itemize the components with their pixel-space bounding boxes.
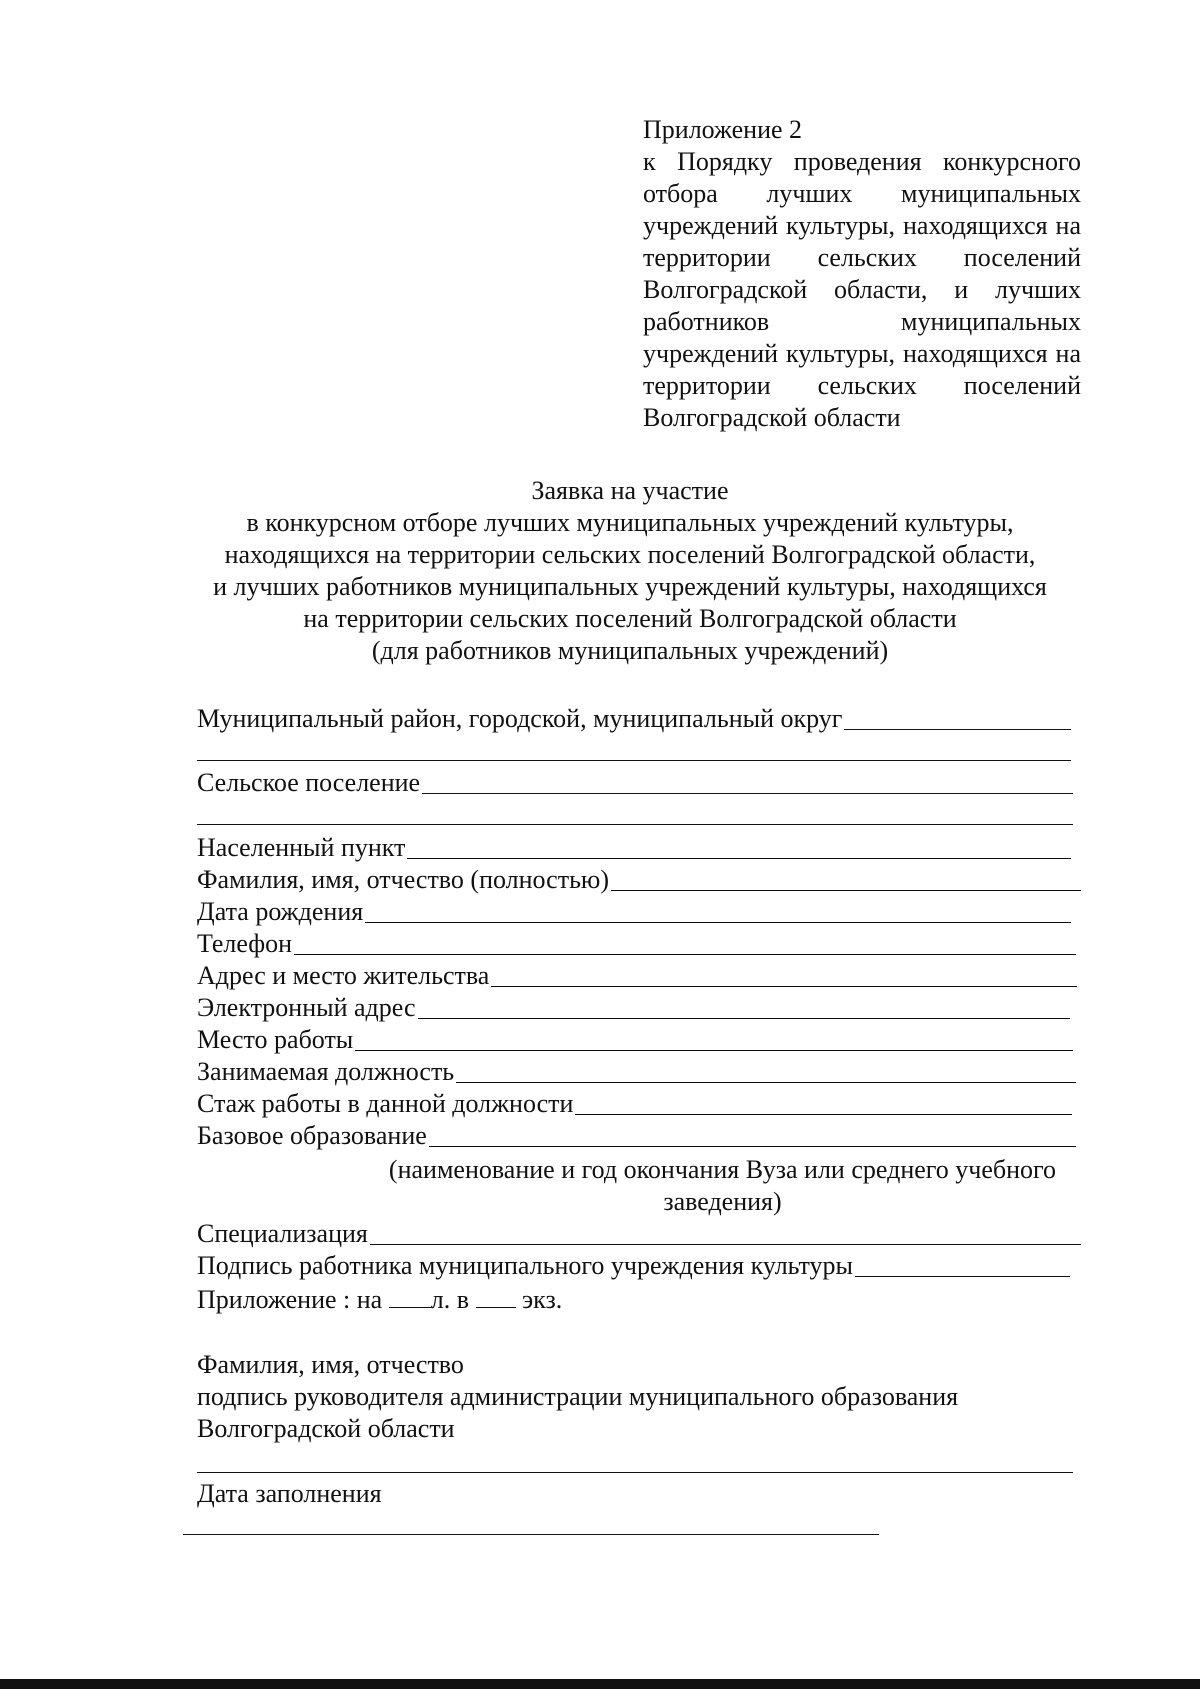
- birth-date-label: Дата рождения: [197, 897, 364, 926]
- experience-field: [197, 1088, 1072, 1120]
- district-blank[interactable]: [844, 705, 1071, 730]
- address-field: [197, 960, 1077, 992]
- title-line-6: (для работников муниципальных учреждений): [371, 636, 889, 665]
- position-label: Занимаемая должность: [197, 1057, 455, 1086]
- phone-field: [197, 928, 1076, 960]
- attachment-prefix: Приложение : на: [197, 1285, 389, 1314]
- signature-label: Подпись работника муниципального учреждения культуры: [197, 1251, 854, 1280]
- scan-edge-border: [0, 1679, 1200, 1689]
- email-field: [197, 992, 1070, 1024]
- signature-blank[interactable]: [855, 1252, 1070, 1277]
- email-blank[interactable]: [418, 994, 1070, 1019]
- head-signature-label: подпись руководителя администрации муниципального образования: [197, 1382, 959, 1411]
- phone-blank[interactable]: [294, 930, 1076, 955]
- specialization-blank[interactable]: [370, 1220, 1081, 1245]
- full-name-field: [197, 864, 1081, 896]
- settlement-blank-line-2[interactable]: [197, 824, 1073, 825]
- locality-blank[interactable]: [407, 834, 1071, 859]
- phone-label: Телефон: [197, 929, 293, 958]
- address-blank[interactable]: [491, 962, 1077, 987]
- head-region-label: Волгоградской области: [197, 1414, 455, 1443]
- locality-field: [197, 832, 1071, 864]
- address-label: Адрес и место жительства: [197, 961, 490, 990]
- appendix-block: [643, 114, 1081, 434]
- settlement-label: Сельское поселение: [197, 768, 421, 797]
- experience-label: Стаж работы в данной должности: [197, 1089, 574, 1118]
- signature-field: [197, 1250, 1070, 1282]
- attachment-line: [197, 1284, 562, 1316]
- appendix-body: к Порядку проведения конкурсного отбора лучших муниципальных учреждений культуры, находящихся на территории сельских поселений Волгоградской области, и лучших работников муниципальных учреждений культуры, находящихся на территории сельских поселений Волгоградской области: [643, 147, 1081, 432]
- title-line-1: Заявка на участие: [531, 476, 729, 505]
- workplace-blank[interactable]: [355, 1026, 1073, 1051]
- experience-blank[interactable]: [575, 1090, 1072, 1115]
- workplace-label: Место работы: [197, 1025, 354, 1054]
- full-name-blank[interactable]: [611, 866, 1081, 891]
- workplace-field: [197, 1024, 1073, 1056]
- attachment-copies-blank[interactable]: [476, 1285, 516, 1308]
- education-label: Базовое образование: [197, 1121, 427, 1150]
- full-name-label: Фамилия, имя, отчество (полностью): [197, 865, 610, 894]
- specialization-field: [197, 1218, 1081, 1250]
- district-label: Муниципальный район, городской, муниципальный округ: [197, 704, 843, 733]
- birth-date-blank[interactable]: [365, 898, 1071, 923]
- fill-date-blank[interactable]: [183, 1534, 879, 1535]
- head-signature-blank[interactable]: [197, 1472, 1073, 1473]
- attachment-mid: л. в: [430, 1285, 476, 1314]
- head-name-label: Фамилия, имя, отчество: [197, 1350, 464, 1379]
- title-line-3: находящихся на территории сельских поселений Волгоградской области,: [224, 540, 1036, 569]
- education-field: [197, 1120, 1076, 1152]
- specialization-label: Специализация: [197, 1219, 368, 1248]
- attachment-suffix: экз.: [515, 1285, 563, 1314]
- fill-date-label: Дата заполнения: [197, 1479, 382, 1508]
- education-blank[interactable]: [429, 1122, 1076, 1147]
- settlement-blank[interactable]: [422, 769, 1073, 794]
- education-note: (наименование и год окончания Вуза или среднего учебного заведения): [388, 1155, 1057, 1216]
- birth-date-field: [197, 896, 1071, 928]
- district-blank-line-2[interactable]: [197, 760, 1071, 761]
- attachment-sheets-blank[interactable]: [389, 1285, 431, 1308]
- email-label: Электронный адрес: [197, 993, 416, 1022]
- appendix-title: Приложение 2: [643, 115, 803, 144]
- locality-label: Населенный пункт: [197, 833, 406, 862]
- position-field: [197, 1056, 1076, 1088]
- title-line-5: на территории сельских поселений Волгоградской области: [303, 604, 957, 633]
- district-field: [197, 703, 1071, 735]
- settlement-field: [197, 767, 1073, 799]
- document-title: [160, 475, 1100, 667]
- position-blank[interactable]: [456, 1058, 1076, 1083]
- title-line-4: и лучших работников муниципальных учреждений культуры, находящихся: [213, 572, 1047, 601]
- title-line-2: в конкурсном отборе лучших муниципальных учреждений культуры,: [246, 508, 1014, 537]
